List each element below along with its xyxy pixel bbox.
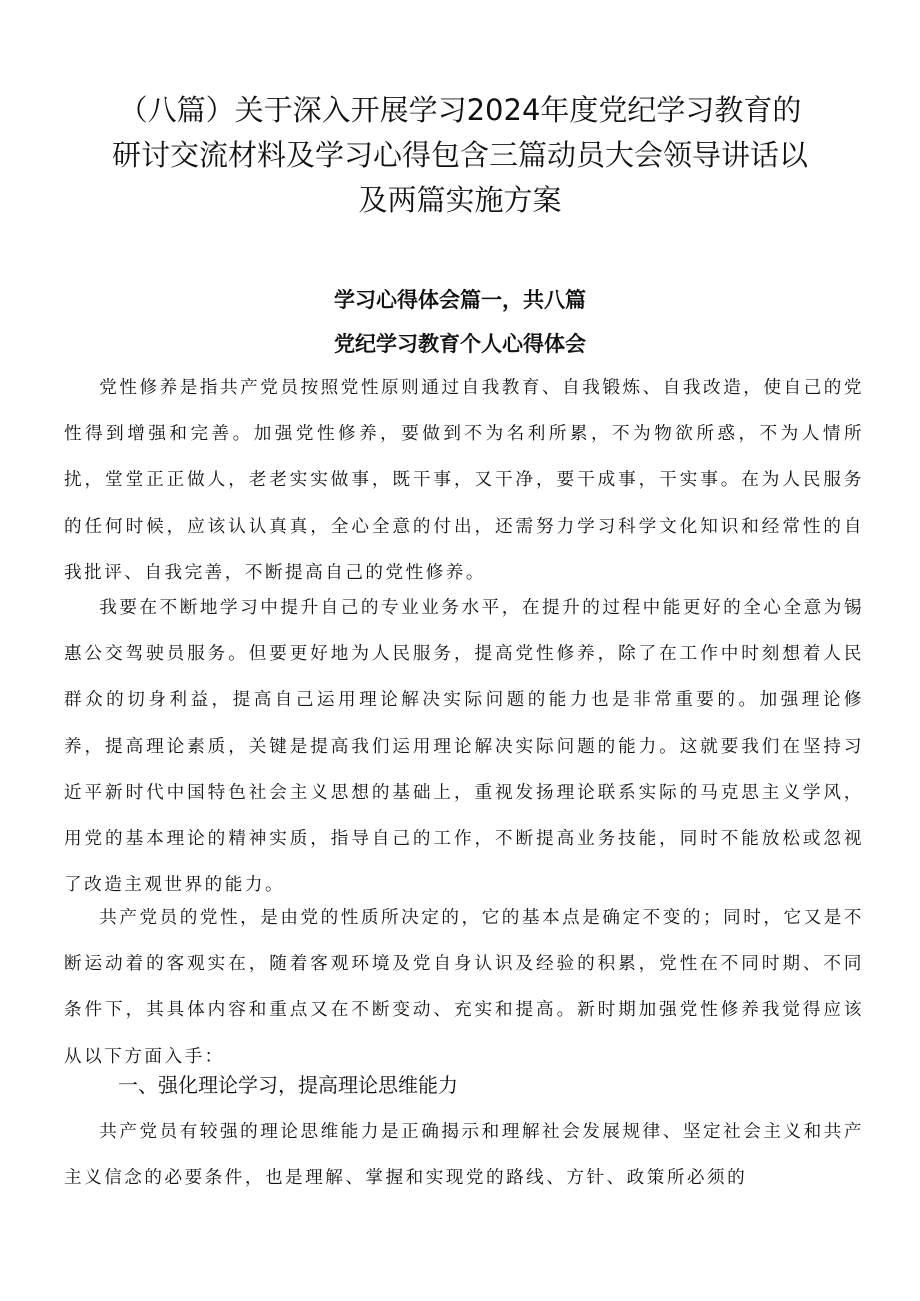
title-line-1: （八篇）关于深入开展学习2024年度党纪学习教育的 xyxy=(118,93,802,127)
paragraph-1: 党性修养是指共产党员按照党性原则通过自我教育、自我锻炼、自我改造，使自己的党性得到增强和完善。加强党性修养，要做到不为名利所累，不为物欲所惑，不为人情所扰，堂堂正正做人，老老实实做事，既干事，又干净，要干成事，干实事。在为人民服务的任何时候，应该认认真真，全心全意的付出，还需努力学习科学文化知识和经常性的自我批评、自我完善，不断提高自己的党性修养。 xyxy=(64,378,864,583)
paragraph-2: 我要在不断地学习中提升自己的专业业务水平，在提升的过程中能更好的全心全意为锡惠公交驾驶员服务。但要更好地为人民服务，提高党性修养，除了在工作中时刻想着人民群众的切身利益，提高自己运用理论解决实际问题的能力也是非常重要的。加强理论修养，提高理论素质，关键是提高我们运用理论解决实际问题的能力。这就要我们在坚持习近平新时代中国特色社会主义思想的基础上，重视发扬理论联系实际的马克思主义学风，用党的基本理论的精神实质，指导自己的工作，不断提高业务技能，同时不能放松或忽视了改造主观世界的能力。 xyxy=(64,598,864,896)
section-heading-1: 一、强化理论学习，提高理论思维能力 xyxy=(118,1073,458,1097)
paragraph-4: 共产党员有较强的理论思维能力是正确揭示和理解社会发展规律、坚定社会主义和共产主义信念的必要条件，也是理解、掌握和实现党的路线、方针、政策所必须的 xyxy=(64,1122,864,1189)
title-line-3: 及两篇实施方案 xyxy=(358,183,562,217)
title-line-2: 研讨交流材料及学习心得包含三篇动员大会领导讲话以 xyxy=(111,138,808,172)
article-title: 党纪学习教育个人心得体会 xyxy=(334,332,586,356)
subtitle: 学习心得体会篇一，共八篇 xyxy=(334,288,586,312)
document-title xyxy=(80,88,840,223)
paragraph-3: 共产党员的党性，是由党的性质所决定的，它的基本点是确定不变的；同时，它又是不断运动着的客观实在，随着客观环境及党自身认识及经验的积累，党性在不同时期、不同条件下，其具体内容和重点又在不断变动、充实和提高。新时期加强党性修养我觉得应该从以下方面入手： xyxy=(64,908,864,1067)
